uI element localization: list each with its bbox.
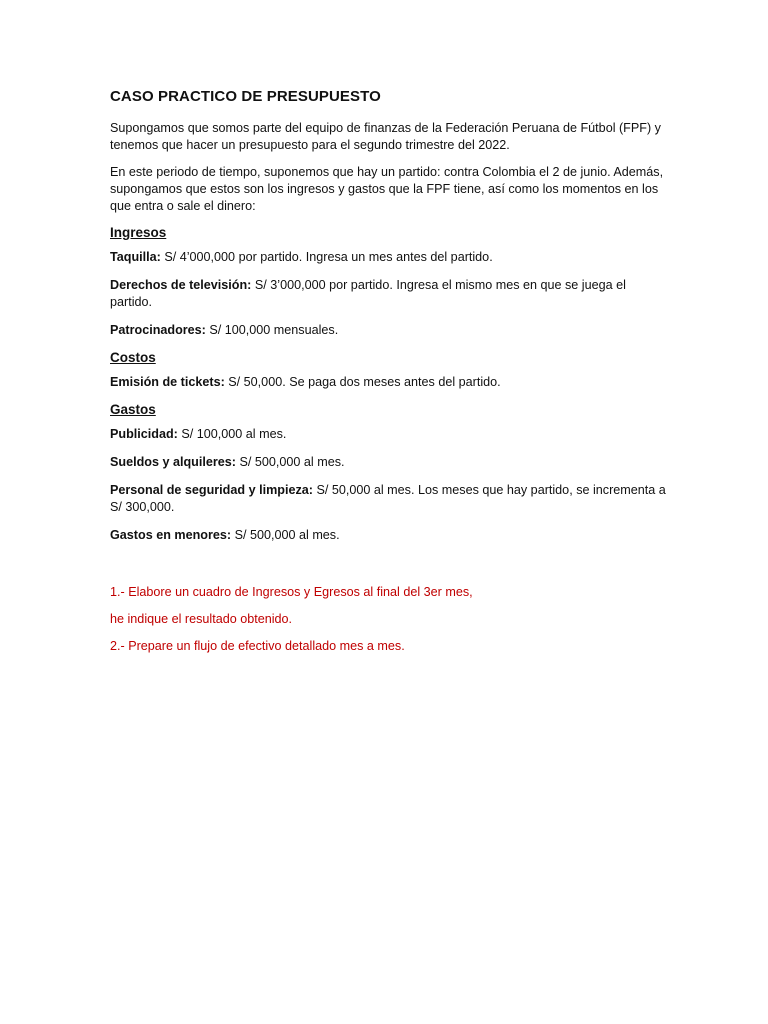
intro-paragraph-1: Supongamos que somos parte del equipo de finanzas de la Federación Peruana de Fútbol (FPF) y tenemos que hacer un presupuesto para el segundo trimestre del 2022.: [110, 121, 661, 152]
document-page: [110, 88, 670, 665]
item-label: Personal de seguridad y limpieza:: [110, 483, 313, 497]
section-heading-gastos: Gastos: [110, 402, 156, 417]
task-2: 2.- Prepare un flujo de efectivo detallado mes a mes.: [110, 639, 405, 653]
item-label: Emisión de tickets:: [110, 375, 225, 389]
item-text: S/ 3’000,000 por partido. Ingresa el mismo mes en que se juega el partido.: [110, 278, 626, 309]
task-1-continuation: he indique el resultado obtenido.: [110, 612, 293, 626]
intro-paragraph-2: En este periodo de tiempo, suponemos que hay un partido: contra Colombia el 2 de junio. Además, supongamos que estos son los ingresos y gastos que la FPF tiene, así como los momentos en los que entra o sale el dinero:: [110, 165, 664, 213]
list-item: [110, 249, 670, 266]
section-heading-ingresos: Ingresos: [110, 225, 167, 240]
item-text: S/ 50,000. Se paga dos meses antes del partido.: [224, 375, 501, 389]
item-text: S/ 100,000 al mes.: [177, 427, 287, 441]
item-text: S/ 50,000 al mes. Los meses que hay partido, se incrementa a S/ 300,000.: [110, 483, 666, 514]
item-text: S/ 500,000 al mes.: [231, 528, 340, 542]
item-label: Derechos de televisión:: [110, 278, 252, 292]
list-item: [110, 374, 670, 391]
item-text: S/ 500,000 al mes.: [235, 455, 345, 469]
item-label: Sueldos y alquileres:: [110, 455, 236, 469]
list-item: [110, 527, 670, 544]
item-label: Publicidad:: [110, 427, 178, 441]
list-item: [110, 482, 670, 516]
item-label: Taquilla:: [110, 250, 161, 264]
item-label: Gastos en menores:: [110, 528, 232, 542]
task-1: 1.- Elabore un cuadro de Ingresos y Egresos al final del 3er mes,: [110, 585, 473, 599]
section-heading-costos: Costos: [110, 350, 156, 365]
item-label: Patrocinadores:: [110, 323, 206, 337]
item-text: S/ 4’000,000 por partido. Ingresa un mes antes del partido.: [160, 250, 493, 264]
document-title: CASO PRACTICO DE PRESUPUESTO: [110, 88, 381, 105]
spacer: [110, 555, 670, 584]
list-item: [110, 322, 670, 339]
list-item: [110, 277, 670, 311]
item-text: S/ 100,000 mensuales.: [205, 323, 339, 337]
list-item: [110, 454, 670, 471]
list-item: [110, 426, 670, 443]
